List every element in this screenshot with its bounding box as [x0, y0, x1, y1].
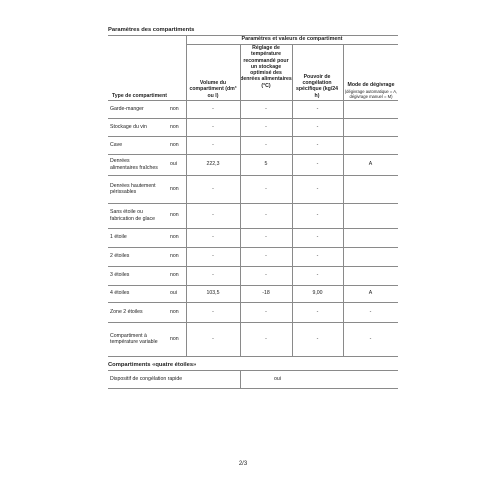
compartment-freezing-capacity: -	[316, 308, 319, 315]
compartment-defrost-mode: A	[368, 161, 373, 168]
compartment-present: non	[170, 272, 179, 279]
compartment-defrost-mode: -	[369, 308, 372, 315]
compartment-defrost-mode: -	[369, 335, 372, 342]
compartment-volume: -	[212, 253, 214, 260]
col-header-type: Type de compartiment	[112, 92, 167, 99]
compartment-name: Zone 2 étoiles	[110, 308, 143, 315]
compartment-freezing-capacity: -	[316, 161, 319, 168]
compartment-temperature: -	[265, 212, 267, 219]
compartment-present: non	[170, 234, 179, 241]
table-column-rule	[240, 44, 241, 356]
four-star-column-rule	[240, 370, 241, 388]
compartment-defrost-mode	[343, 228, 398, 247]
header-group-title: Paramètres et valeurs de compartiment	[241, 36, 343, 42]
col-header-temperature: Réglage de température recommandé pour un stockage optimisé des denrées alimentaires (°C)	[240, 45, 292, 89]
defrost-label: Mode de dégivrage	[347, 82, 395, 89]
compartment-freezing-capacity: -	[316, 185, 319, 192]
compartment-temperature: -	[265, 234, 267, 241]
compartment-name: 3 étoiles	[110, 272, 130, 279]
table-column-rule	[186, 35, 187, 356]
compartment-name: 2 étoiles	[110, 253, 130, 260]
compartment-present: non	[170, 335, 179, 342]
compartment-defrost-mode	[343, 100, 398, 118]
compartment-volume: 103,5	[206, 290, 220, 297]
compartment-defrost-mode	[343, 175, 398, 203]
fast-freeze-value: oui	[274, 376, 281, 383]
compartment-volume: -	[212, 234, 214, 241]
compartment-name: Garde-manger	[110, 105, 144, 112]
compartment-present: non	[170, 253, 179, 260]
compartment-temperature: -	[265, 185, 267, 192]
compartment-present: non	[170, 123, 179, 130]
compartment-temperature: -18	[262, 290, 270, 297]
compartment-freezing-capacity: -	[316, 141, 319, 148]
compartment-defrost-mode	[343, 136, 398, 154]
compartment-freezing-capacity: -	[316, 335, 319, 342]
compartment-name: Denrées alimentaires fraîches	[110, 158, 158, 171]
compartment-freezing-capacity: -	[316, 234, 319, 241]
compartment-name: Cave	[110, 141, 123, 148]
compartment-name: Compartiment à température variable	[110, 332, 158, 345]
defrost-note: (dégivrage automatique = A, dégivrage manuel = M)	[344, 88, 398, 99]
compartment-temperature: -	[265, 141, 267, 148]
compartment-temperature: -	[265, 123, 267, 130]
compartment-name: Denrées hautement périssables	[110, 182, 156, 195]
compartment-present: non	[170, 185, 179, 192]
table-column-rule	[292, 44, 293, 356]
table-column-rule	[343, 44, 344, 356]
compartment-freezing-capacity: -	[316, 212, 319, 219]
compartment-present: non	[170, 141, 179, 148]
compartment-temperature: -	[265, 335, 267, 342]
compartment-defrost-mode	[343, 247, 398, 266]
compartment-freezing-capacity: -	[316, 123, 319, 130]
compartment-name: Stockage du vin	[110, 123, 147, 130]
compartment-present: non	[170, 105, 179, 112]
compartment-temperature: -	[265, 105, 267, 112]
compartment-temperature: -	[265, 308, 267, 315]
section-title-compartment-params: Paramètres des compartiments	[108, 27, 195, 33]
compartment-volume: -	[212, 185, 214, 192]
compartment-temperature: -	[265, 253, 267, 260]
compartment-volume: -	[212, 308, 214, 315]
compartment-defrost-mode: A	[368, 290, 373, 297]
compartment-freezing-capacity: -	[316, 272, 319, 279]
compartment-volume: -	[212, 105, 214, 112]
compartment-temperature: 5	[264, 161, 268, 168]
compartment-temperature: -	[265, 272, 267, 279]
compartment-volume: -	[212, 272, 214, 279]
compartment-defrost-mode	[343, 203, 398, 228]
col-header-freezing-capacity: Pouvoir de congélation spécifique (kg/24 h)	[295, 73, 339, 99]
compartment-freezing-capacity: 9,00	[312, 290, 323, 297]
compartment-present: oui	[170, 290, 177, 297]
table-row-rule	[108, 356, 398, 357]
compartment-name: 1 étoile	[110, 234, 127, 241]
col-header-volume: Volume du compartiment (dm³ ou l)	[189, 80, 237, 99]
compartment-present: oui	[170, 161, 177, 168]
section-title-four-star: Compartiments «quatre étoiles»	[108, 362, 197, 368]
compartment-volume: -	[212, 335, 214, 342]
compartment-defrost-mode	[343, 266, 398, 285]
compartment-volume: -	[212, 212, 214, 219]
compartment-freezing-capacity: -	[316, 253, 319, 260]
compartment-name: Sans étoile ou fabrication de glace	[110, 209, 155, 222]
compartment-freezing-capacity: -	[316, 105, 319, 112]
fast-freeze-label: Dispositif de congélation rapide	[110, 376, 183, 383]
compartment-name: 4 étoiles	[110, 290, 130, 297]
compartment-defrost-mode	[343, 118, 398, 136]
compartment-volume: 222,3	[206, 161, 220, 168]
col-header-defrost	[344, 44, 398, 99]
compartment-volume: -	[212, 141, 214, 148]
compartment-volume: -	[212, 123, 214, 130]
four-star-bottom-rule	[108, 388, 398, 389]
compartment-present: non	[170, 212, 179, 219]
compartment-present: non	[170, 308, 179, 315]
page-number: 2/3	[238, 461, 248, 467]
